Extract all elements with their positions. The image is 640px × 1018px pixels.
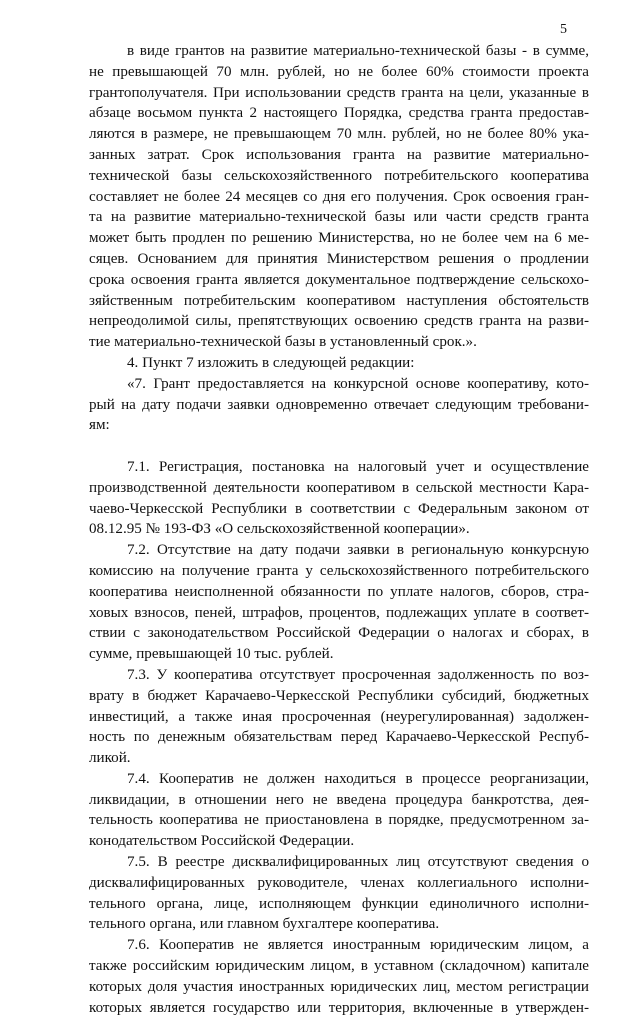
text-line: 7.5. В реестре дисквалифицированных лиц отсутствуют сведения о	[127, 854, 589, 871]
text-line: 4. Пункт 7 изложить в следующей редакции:	[127, 354, 415, 371]
page-number: 5	[560, 22, 567, 37]
text-line: ствии с законодательством Российской Федерации о налогах и сборах, в	[89, 625, 589, 642]
text-line: ховых взносов, пеней, штрафов, процентов, подлежащих уплате в соответ-	[89, 604, 589, 621]
text-line: рый на дату подачи заявки одновременно отвечает следующим требовани-	[89, 396, 589, 413]
text-line: занных затрат. Срок использования гранта на развитие материально-	[89, 146, 589, 163]
text-line: врату в бюджет Карачаево-Черкесской Республики субсидий, бюджетных	[89, 687, 589, 704]
text-line: абзаце восьмом пункта 2 настоящего Порядка, средства гранта предостав-	[89, 105, 589, 122]
text-line: сяцев. Основанием для принятия Министерством решения о продлении	[89, 250, 589, 267]
text-line: 08.12.95 № 193-ФЗ «О сельскохозяйственной кооперации».	[89, 521, 470, 538]
text-line: в виде грантов на развитие материально-технической базы - в сумме,	[127, 43, 589, 59]
text-line: 7.6. Кооператив не является иностранным юридическим лицом, а	[127, 937, 589, 954]
text-line: тельного органа, или главном бухгалтере кооператива.	[89, 916, 440, 933]
text-line: кооператива неисполненной обязанности по уплате налогов, сборов, стра-	[89, 583, 589, 600]
text-line: не превышающей 70 млн. рублей, но не более 60% стоимости проекта	[89, 63, 589, 80]
text-line: инвестиций, а также иная просроченная (неурегулированная) задолжен-	[89, 708, 589, 725]
text-line: которых доля участия иностранных юридических лиц, местом регистрации	[89, 978, 589, 995]
text-line: ликой.	[89, 750, 131, 767]
text-line: чаево-Черкесской Республики в соответствии с Федеральным законом от	[89, 500, 589, 517]
text-line: 7.3. У кооператива отсутствует просроченная задолженность по воз-	[127, 666, 589, 683]
text-line: составляет не более 24 месяцев со дня его получения. Срок освоения гран-	[89, 188, 589, 205]
text-line: которых является государство или территория, включенные в утвержден-	[89, 999, 589, 1016]
text-line: комиссию на получение гранта у сельскохозяйственного потребительского	[89, 562, 589, 579]
text-line	[89, 436, 589, 457]
text-line: 7.2. Отсутствие на дату подачи заявки в региональную конкурсную	[127, 542, 589, 559]
text-line: непреодолимой силы, препятствующих освоению средств гранта на разви-	[89, 313, 589, 330]
text-line: ляются в размере, не превышающем 70 млн. рублей, но не более 80% ука-	[89, 126, 589, 143]
text-line: тельного органа, лице, исполняющем функции единоличного исполни-	[89, 895, 589, 912]
text-line: зяйственным потребительским кооперативом наступления обстоятельств	[89, 292, 589, 309]
text-line: 7.4. Кооператив не должен находиться в процессе реорганизации,	[127, 770, 589, 787]
text-line: конодательством Российской Федерации.	[89, 833, 355, 850]
text-line: тельность кооператива не приостановлена в порядке, предусмотренном за-	[89, 812, 589, 829]
text-line: технической базы сельскохозяйственного потребительского кооператива	[89, 167, 589, 184]
document-body	[89, 41, 589, 1018]
text-line: срока освоения гранта является документальное подтверждение сельскохо-	[89, 271, 589, 288]
text-line: тие материально-технической базы в установленный срок.».	[89, 334, 477, 351]
text-line: ность по денежным обязательствам перед Карачаево-Черкесской Респуб-	[89, 729, 589, 746]
text-line: дисквалифицированных руководителе, членах коллегиального исполни-	[89, 874, 589, 891]
text-line: ликвидации, в отношении него не введена процедура банкротства, дея-	[89, 791, 589, 808]
text-line: та на развитие материально-технической базы или части средств гранта	[89, 209, 589, 226]
text-line: ям:	[89, 417, 110, 434]
text-line: также российским юридическим лицом, в уставном (складочном) капитале	[89, 958, 589, 975]
text-line: «7. Грант предоставляется на конкурсной основе кооперативу, кото-	[127, 375, 589, 392]
text-line: сумме, превышающей 10 тыс. рублей.	[89, 646, 334, 663]
text-line: производственной деятельности кооперативом в сельской местности Кара-	[89, 479, 589, 496]
text-line: может быть продлен по решению Министерства, но не более чем на 6 ме-	[89, 230, 589, 247]
text-line: грантополучателя. При использовании средств гранта на цели, указанные в	[89, 84, 589, 101]
text-line: 7.1. Регистрация, постановка на налоговый учет и осуществление	[127, 458, 589, 475]
